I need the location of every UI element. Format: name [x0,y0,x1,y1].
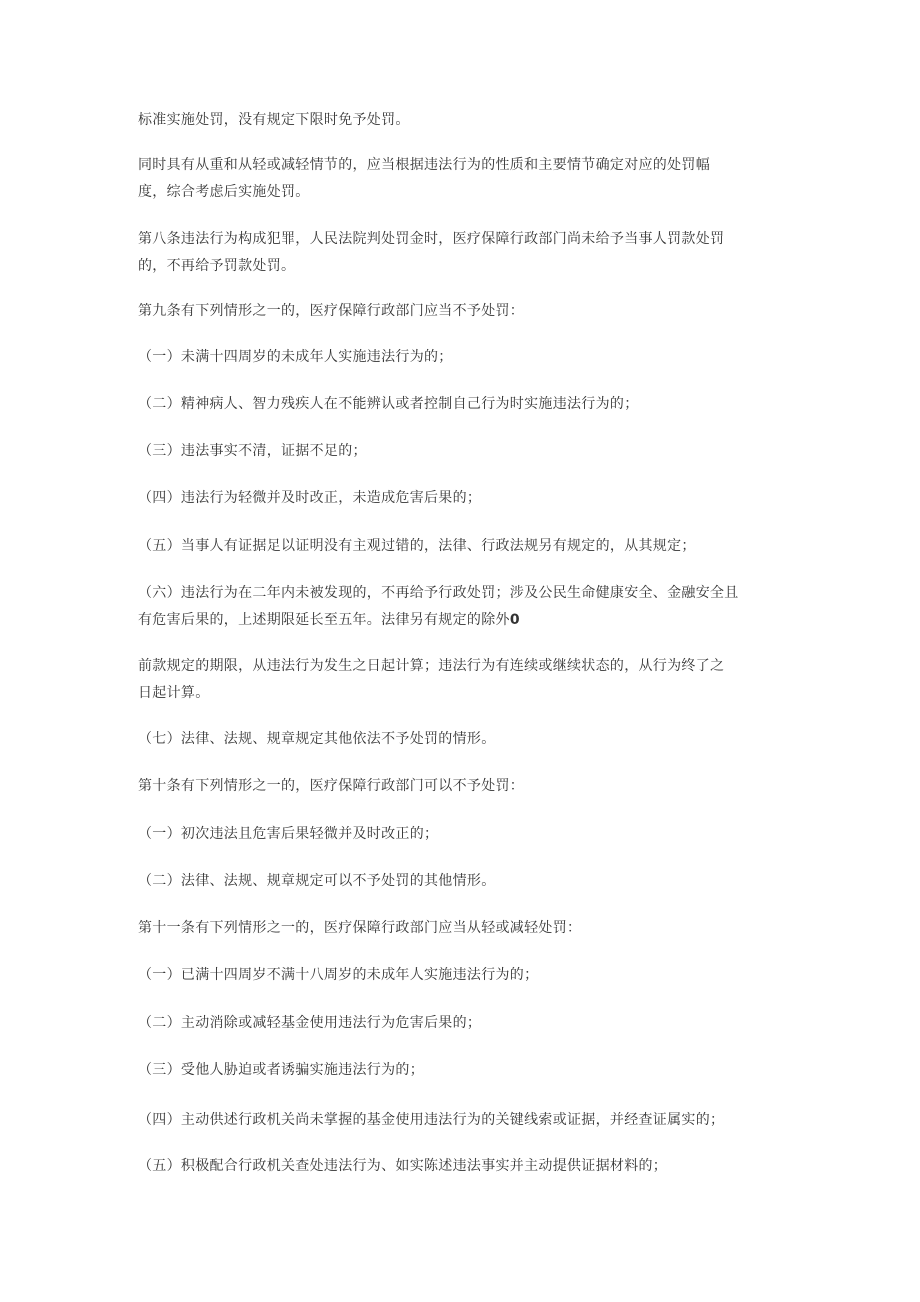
paragraph-p11 [138,653,798,707]
paragraph-p2 [138,152,798,206]
paragraph-p4 [138,298,798,325]
paragraph-p20 [138,1107,798,1134]
text-line: 的，不再给予罚款处罚。 [138,258,296,274]
text-line: 日起计算。 [138,685,210,701]
text-line-tail: 0 [509,612,520,628]
paragraph-p7 [138,438,798,465]
text-line: （四）主动供述行政机关尚未掌握的基金使用违法行为的关键线索或证据，并经查证属实的； [138,1112,725,1128]
paragraph-p17 [138,962,798,989]
text-line: （一）初次违法且危害后果轻微并及时改正的； [138,826,439,842]
text-line: 标准实施处罚，没有规定下限时免予处罚。 [138,112,410,128]
paragraph-p9 [138,533,798,560]
text-line: （二）主动消除或减轻基金使用违法行为危害后果的； [138,1015,482,1031]
text-line: 度，综合考虑后实施处罚。 [138,184,310,200]
text-line: （二）精神病人、智力残疾人在不能辨认或者控制自己行为时实施违法行为的； [138,396,639,412]
paragraph-p12 [138,726,798,753]
paragraph-p21 [138,1153,798,1180]
paragraph-p10 [138,580,798,634]
paragraph-p5 [138,344,798,371]
text-line: （六）违法行为在二年内未被发现的，不再给予行政处罚；涉及公民生命健康安全、金融安全且 [138,585,739,601]
paragraph-p8 [138,485,798,512]
text-line: 第十条有下列情形之一的，医疗保障行政部门可以不予处罚： [138,778,525,794]
text-line: （五）积极配合行政机关查处违法行为、如实陈述违法事实并主动提供证据材料的； [138,1158,668,1174]
paragraph-p6 [138,391,798,418]
paragraph-p14 [138,821,798,848]
paragraph-p3 [138,226,798,280]
text-line: （五）当事人有证据足以证明没有主观过错的，法律、行政法规另有规定的，从其规定； [138,538,696,554]
paragraph-p15 [138,868,798,895]
text-line: （一）已满十四周岁不满十八周岁的未成年人实施违法行为的； [138,967,539,983]
text-line: 第十一条有下列情形之一的，医疗保障行政部门应当从轻或减轻处罚： [138,920,582,936]
text-line: 同时具有从重和从轻或减轻情节的，应当根据违法行为的性质和主要情节确定对应的处罚幅 [138,157,710,173]
paragraph-p18 [138,1010,798,1037]
text-line: 前款规定的期限，从违法行为发生之日起计算；违法行为有连续或继续状态的，从行为终了之 [138,658,725,674]
text-line: 第八条违法行为构成犯罪，人民法院判处罚金时，医疗保障行政部门尚未给予当事人罚款处罚 [138,231,725,247]
text-line: （四）违法行为轻微并及时改正，未造成危害后果的； [138,490,482,506]
text-line: （三）受他人胁迫或者诱骗实施违法行为的； [138,1062,424,1078]
text-line [138,607,798,634]
paragraph-p16 [138,915,798,942]
paragraph-p1 [138,107,798,134]
text-line: 第九条有下列情形之一的，医疗保障行政部门应当不予处罚： [138,303,525,319]
text-line: （一）未满十四周岁的未成年人实施违法行为的； [138,349,453,365]
text-line: （二）法律、法规、规章规定可以不予处罚的其他情形。 [138,873,496,889]
paragraph-p13 [138,773,798,800]
text-line: （三）违法事实不清，证据不足的； [138,443,367,459]
text-line: （七）法律、法规、规章规定其他依法不予处罚的情形。 [138,731,496,747]
paragraph-p19 [138,1057,798,1084]
text-line-body: 有危害后果的，上述期限延长至五年。法律另有规定的除外 [138,612,510,628]
